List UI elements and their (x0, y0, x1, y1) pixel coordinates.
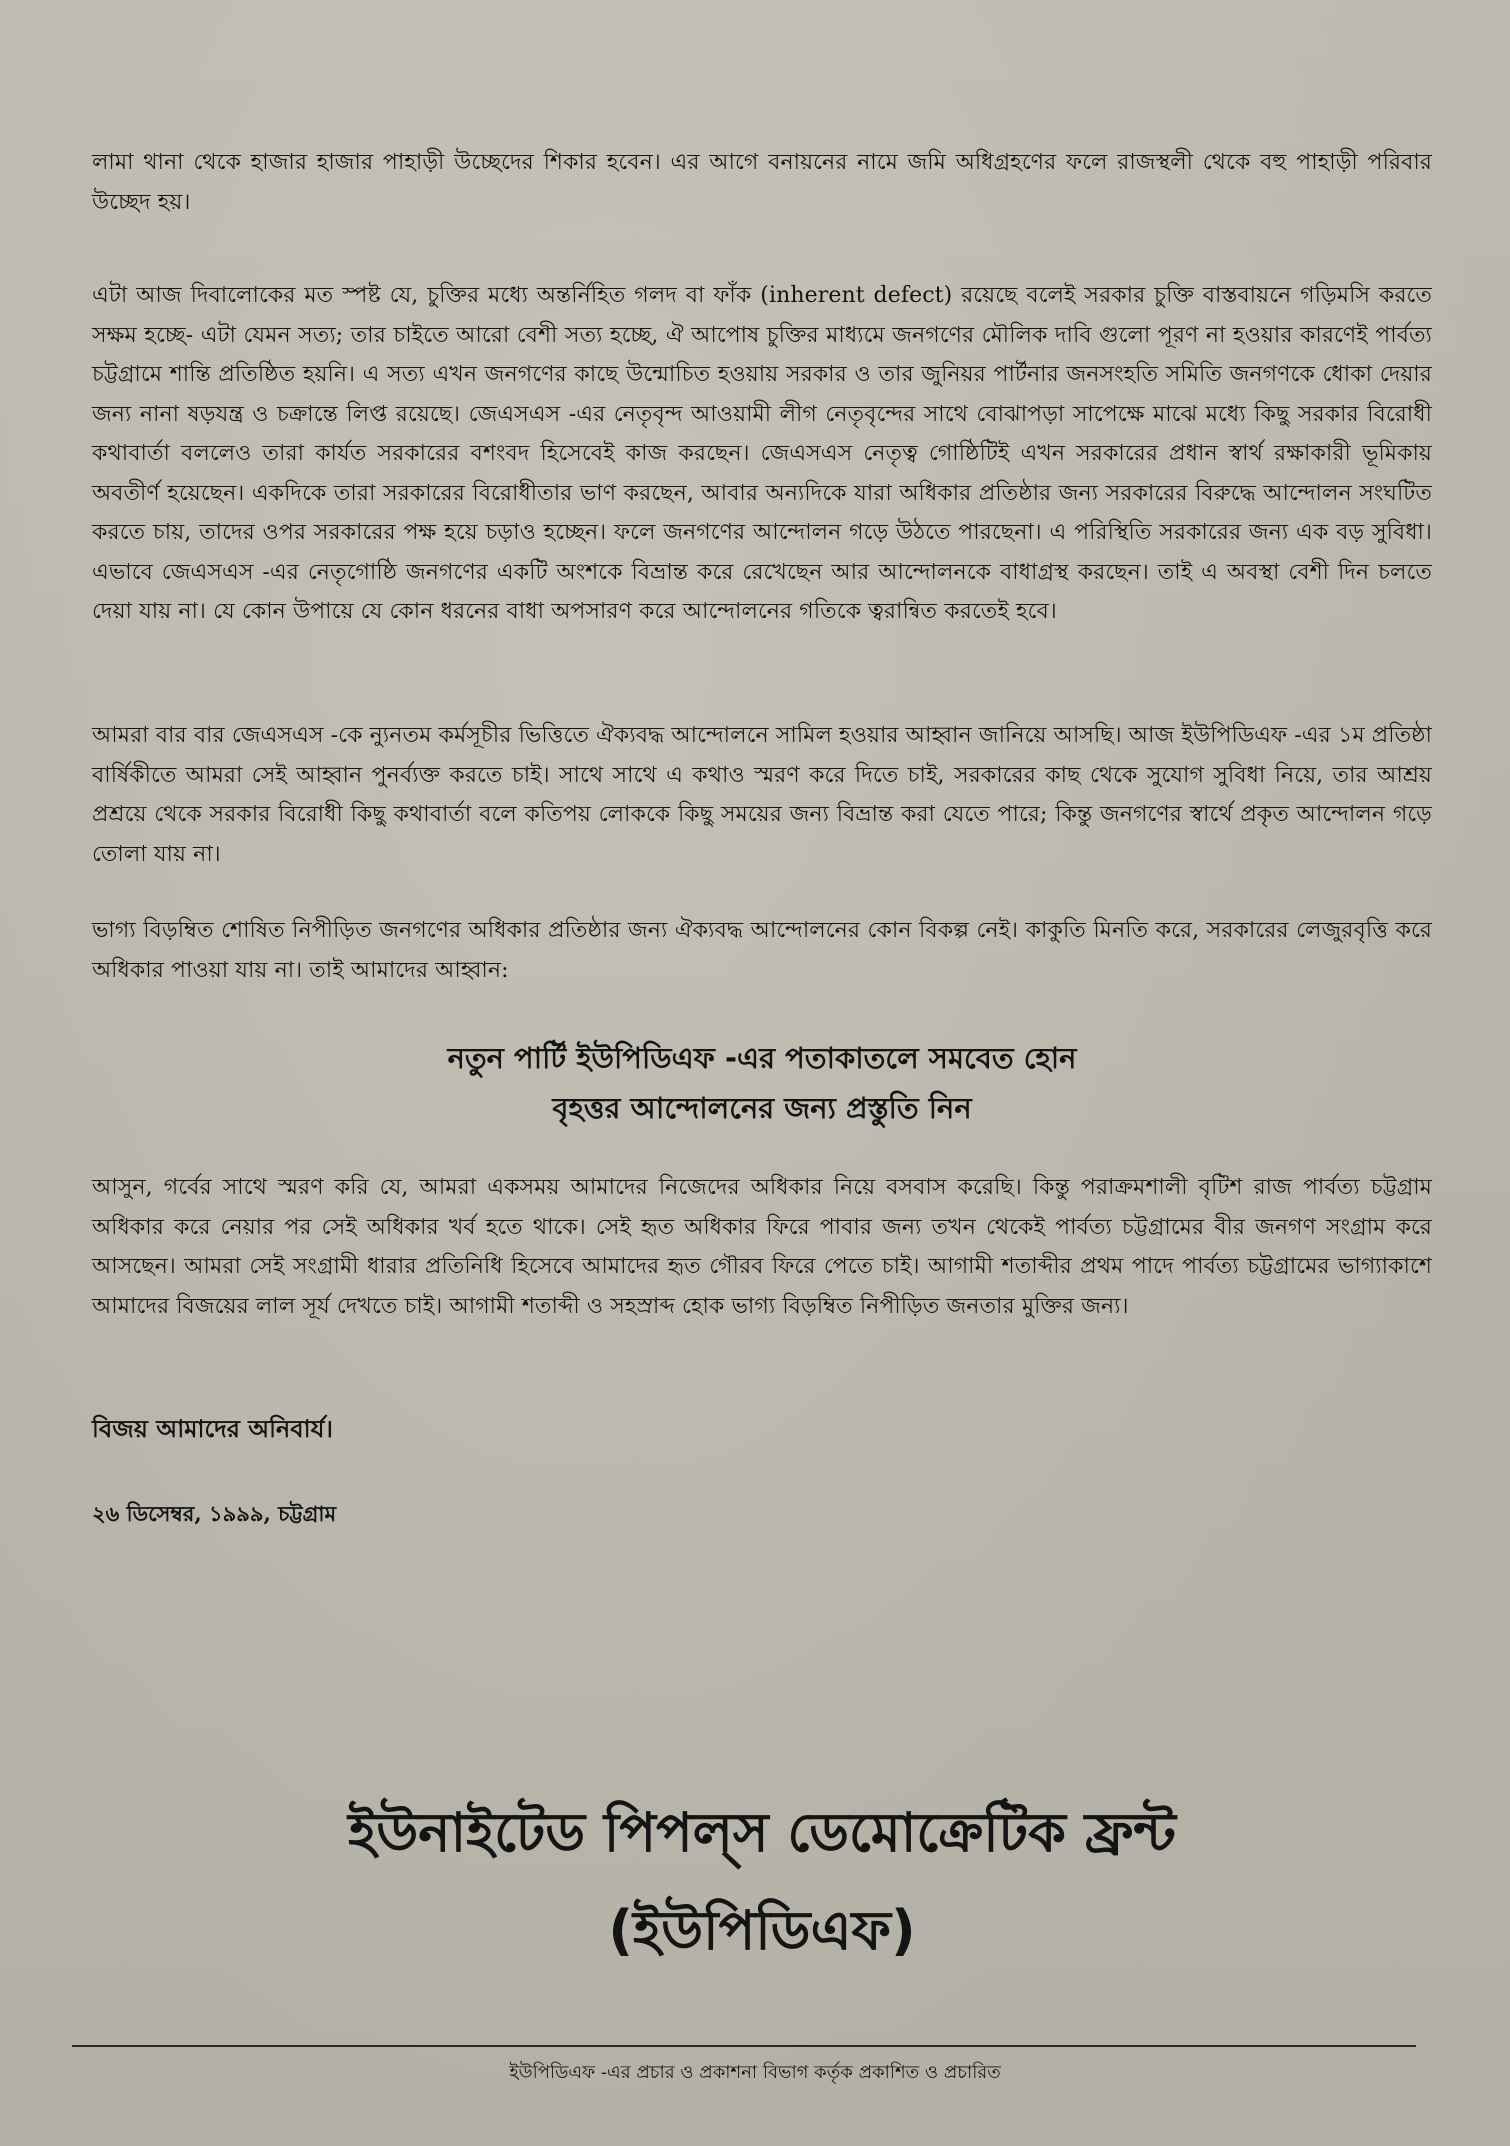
publisher-footer: ইউপিডিএফ -এর প্রচার ও প্রকাশনা বিভাগ কর্তৃক প্রকাশিত ও প্রচারিত (509, 2062, 1001, 2083)
closing-statement: বিজয় আমাদের অনিবার্য। (92, 1414, 333, 1443)
organization-abbreviation: (ইউপিডিএফ) (608, 1899, 916, 1962)
slogan-line-2: বৃহত্তর আন্দোলনের জন্য প্রস্তুতি নিন (552, 1091, 972, 1125)
paragraph-call-to-jss: আমরা বার বার জেএসএস -কে ন্যুনতম কর্মসূচীর ভিত্তিতে ঐক্যবদ্ধ আন্দোলনে সামিল হওয়ার আহ্বান জানিয়ে আসছি। আজ ইউপিডিএফ -এর ১ম প্রতিষ্ঠা বার্ষিকীতে আমরা সেই আহ্বান পুনর্ব্যক্ত করতে চাই। সাথে সাথে এ কথাও স্মরণ করে দিতে চাই, সরকারের কাছ থেকে সুযোগ সুবিধা নিয়ে, তার আশ্রয় প্রশ্রয়ে থেকে সরকার বিরোধী কিছু কথাবার্তা বলে কতিপয় লোককে কিছু সময়ের জন্য বিভ্রান্ত করা যেতে পারে; কিন্তু জনগণের স্বার্থে প্রকৃত আন্দোলন গড়ে তোলা যায় না। (92, 723, 1432, 867)
slogan-line-1: নতুন পার্টি ইউপিডিএফ -এর পতাকাতলে সমবেত হোন (447, 1041, 1077, 1075)
paragraph-eviction: লামা থানা থেকে হাজার হাজার পাহাড়ী উচ্ছেদের শিকার হবেন। এর আগে বনায়নের নামে জমি অধিগ্রহণের ফলে রাজস্থলী থেকে বহু পাহাড়ী পরিবার উচ্ছেদ হয়। (92, 150, 1432, 215)
organization-signature (92, 1793, 1432, 1971)
organization-name: ইউনাইটেড পিপল্স ডেমোক্রেটিক ফ্রন্ট (348, 1801, 1176, 1864)
paragraph-accord-defect: এটা আজ দিবালোকের মত স্পষ্ট যে, চুক্তির মধ্যে অন্তর্নিহিত গলদ বা ফাঁক (inherent defect) রয়েছে বলেই সরকার চুক্তি বাস্তবায়নে গড়িমসি করতে সক্ষম হচ্ছে- এটা যেমন সত্য; তার চাইতে আরো বেশী সত্য হচ্ছে, ঐ আপোষ চুক্তির মাধ্যমে জনগণের মৌলিক দাবি গুলো পূরণ না হওয়ার কারণেই পার্বত্য চট্টগ্রামে শান্তি প্রতিষ্ঠিত হয়নি। এ সত্য এখন জনগণের কাছে উন্মোচিত হওয়ায় সরকার ও তার জুনিয়র পার্টনার জনসংহতি সমিতি জনগণকে ধোকা দেয়ার জন্য নানা ষড়যন্ত্র ও চক্রান্তে লিপ্ত রয়েছে। জেএসএস -এর নেতৃবৃন্দ আওয়ামী লীগ নেতৃবৃন্দের সাথে বোঝাপড়া সাপেক্ষে মাঝে মধ্যে কিছু সরকার বিরোধী কথাবার্তা বললেও তারা কার্যত সরকারের বশংবদ হিসেবেই কাজ করছেন। জেএসএস নেতৃত্ব গোষ্ঠিটিই এখন সরকারের প্রধান স্বার্থ রক্ষাকারী ভূমিকায় অবতীর্ণ হয়েছেন। একদিকে তারা সরকারের বিরোধীতার ভাণ করছেন, আবার অন্যদিকে যারা অধিকার প্রতিষ্ঠার জন্য সরকারের বিরুদ্ধে আন্দোলন সংঘটিত করতে চায়, তাদের ওপর সরকারের পক্ষ হয়ে চড়াও হচ্ছেন। ফলে জনগণের আন্দোলন গড়ে উঠতে পারছেনা। এ পরিস্থিতি সরকারের জন্য এক বড় সুবিধা। এভাবে জেএসএস -এর নেতৃগোষ্ঠি জনগণের একটি অংশকে বিভ্রান্ত করে রেখেছেন আর আন্দোলনকে বাধাগ্রস্থ করছেন। তাই এ অবস্থা বেশী দিন চলতে দেয়া যায় না। যে কোন উপায়ে যে কোন ধরনের বাধা অপসারণ করে আন্দোলনের গতিকে ত্বরান্বিত করতেই হবে। (92, 283, 1433, 624)
slogan-block (92, 1033, 1432, 1133)
paragraph-no-alternative: ভাগ্য বিড়ম্বিত শোষিত নিপীড়িত জনগণের অধিকার প্রতিষ্ঠার জন্য ঐক্যবদ্ধ আন্দোলনের কোন বিকল্প নেই। কাকুতি মিনতি করে, সরকারের লেজুরবৃত্তি করে অধিকার পাওয়া যায় না। তাই আমাদের আহ্বান: (92, 918, 1432, 983)
footer-divider (72, 2045, 1416, 2047)
dateline: ২৬ ডিসেম্বর, ১৯৯৯, চট্টগ্রাম (92, 1501, 337, 1526)
paragraph-pride: আসুন, গর্বের সাথে স্মরণ করি যে, আমরা একসময় আমাদের নিজেদের অধিকার নিয়ে বসবাস করেছি। কিন্তু পরাক্রমশালী বৃটিশ রাজ পার্বত্য চট্টগ্রাম অধিকার করে নেয়ার পর সেই অধিকার খর্ব হতে থাকে। সেই হৃত অধিকার ফিরে পাবার জন্য তখন থেকেই পার্বত্য চট্টগ্রামের বীর জনগণ সংগ্রাম করে আসছেন। আমরা সেই সংগ্রামী ধারার প্রতিনিধি হিসেবে আমাদের হৃত গৌরব ফিরে পেতে চাই। আগামী শতাব্দীর প্রথম পাদে পার্বত্য চট্টগ্রামের ভাগ্যাকাশে আমাদের বিজয়ের লাল সূর্য দেখতে চাই। আগামী শতাব্দী ও সহস্রাব্দ হোক ভাগ্য বিড়ম্বিত নিপীড়িত জনতার মুক্তির জন্য। (92, 1175, 1432, 1319)
